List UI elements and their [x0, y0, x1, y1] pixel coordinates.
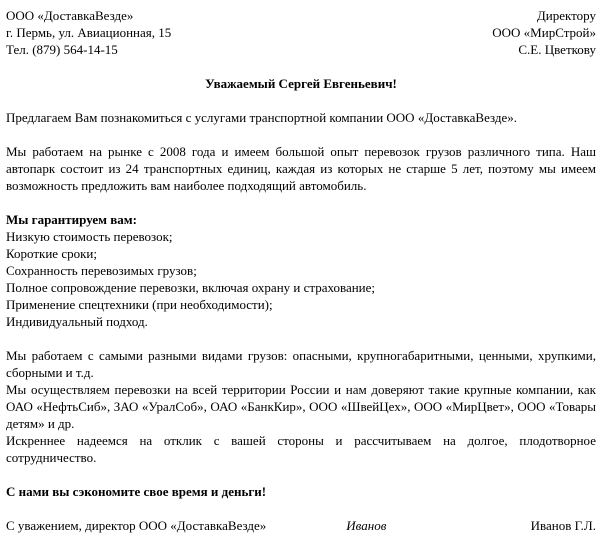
intro-paragraph: Предлагаем Вам познакомиться с услугами транспортной компании ООО «ДоставкаВезде».: [6, 110, 518, 125]
guarantee-list: [6, 228, 596, 330]
sender-company: ООО «ДоставкаВезде»: [6, 8, 134, 23]
guarantee-section: [6, 211, 596, 330]
signature-line: [6, 517, 596, 534]
list-item: Применение спецтехники (при необходимости);: [6, 297, 273, 312]
list-item: Полное сопровождение перевозки, включая охрану и страхование;: [6, 280, 376, 295]
sign-label: С уважением, директор ООО «ДоставкаВезде»: [6, 518, 267, 533]
list-item: Индивидуальный подход.: [6, 314, 148, 329]
recipient-position: Директору: [536, 8, 596, 23]
cargo-types-paragraph: Мы работаем с самыми разными видами грузов: опасными, крупногабаритными, ценными, хрупкими, сборными и т.д.: [6, 348, 596, 380]
recipient-company: ООО «МирСтрой»: [492, 25, 596, 40]
sender-block: [6, 7, 171, 58]
signer-name: Иванов Г.Л.: [530, 518, 596, 533]
closing-slogan: С нами вы сэкономите свое время и деньги!: [6, 484, 267, 499]
list-item: Низкую стоимость перевозок;: [6, 229, 173, 244]
sender-phone: Тел. (879) 564-14-15: [6, 42, 118, 57]
salutation: Уважаемый Сергей Евгеньевич!: [205, 76, 397, 91]
handwritten-signature: Иванов: [346, 518, 387, 533]
hope-paragraph: Искреннее надеемся на отклик с вашей стороны и рассчитываем на долгое, плодотворное сотрудничество.: [6, 433, 596, 465]
recipient-block: [492, 7, 596, 58]
experience-paragraph: Мы работаем на рынке с 2008 года и имеем большой опыт перевозок грузов различного типа. Наш автопарк состоит из 24 транспортных единиц, каждая из которых не старше 5 лет, поэтому мы имеем возможность предложить вам наиболее подходящий автомобиль.: [6, 144, 596, 193]
sender-address: г. Пермь, ул. Авиационная, 15: [6, 25, 172, 40]
letter-header: [6, 7, 596, 58]
list-item: Сохранность перевозимых грузов;: [6, 263, 197, 278]
list-item: Короткие сроки;: [6, 246, 97, 261]
recipient-name: С.Е. Цветкову: [518, 42, 596, 57]
clients-paragraph: Мы осуществляем перевозки на всей территории России и нам доверяют такие крупные компании, как ОАО «НефтьСиб», ЗАО «УралСоб», ОАО «БанкКир», ООО «ШвейЦех», ООО «МирЦвет», ООО «Товары детям» и др.: [6, 382, 596, 431]
guarantee-heading: Мы гарантируем вам:: [6, 212, 137, 227]
